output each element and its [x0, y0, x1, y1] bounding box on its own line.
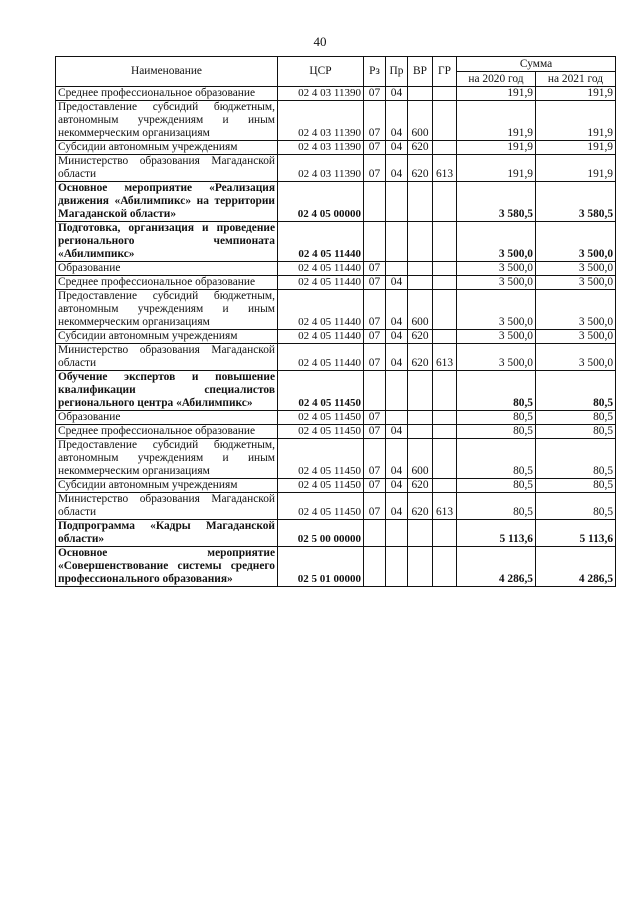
- cell-sum-2020: 3 500,0: [457, 290, 536, 330]
- header-name: Наименование: [56, 57, 278, 87]
- cell-rz: [364, 371, 386, 411]
- cell-sum-2021: 3 500,0: [536, 330, 616, 344]
- cell-name: Предоставление субсидий бюджетным, автономным учреждениям и иным некоммерческим организациям: [56, 439, 278, 479]
- table-row: [56, 439, 616, 479]
- cell-vr: [408, 411, 433, 425]
- table-body: [56, 87, 616, 587]
- cell-rz: 07: [364, 101, 386, 141]
- cell-csr: 02 4 05 11440: [278, 344, 364, 371]
- cell-sum-2021: 4 286,5: [536, 547, 616, 587]
- cell-vr: [408, 425, 433, 439]
- budget-table: [55, 56, 616, 587]
- cell-name: Подпрограмма «Кадры Магаданской области»: [56, 520, 278, 547]
- table-row: [56, 547, 616, 587]
- cell-name: Предоставление субсидий бюджетным, автономным учреждениям и иным некоммерческим организациям: [56, 290, 278, 330]
- cell-gr: [433, 290, 457, 330]
- cell-rz: 07: [364, 290, 386, 330]
- cell-csr: 02 4 05 11440: [278, 222, 364, 262]
- cell-vr: [408, 182, 433, 222]
- cell-gr: [433, 330, 457, 344]
- cell-gr: [433, 479, 457, 493]
- cell-vr: 620: [408, 344, 433, 371]
- cell-name: Министерство образования Магаданской области: [56, 155, 278, 182]
- cell-pr: [386, 547, 408, 587]
- cell-pr: [386, 182, 408, 222]
- cell-sum-2020: 191,9: [457, 141, 536, 155]
- cell-vr: [408, 222, 433, 262]
- cell-sum-2020: 3 500,0: [457, 330, 536, 344]
- cell-sum-2021: 80,5: [536, 411, 616, 425]
- cell-sum-2021: 5 113,6: [536, 520, 616, 547]
- cell-name: Основное мероприятие «Реализация движения «Абилимпикс» на территории Магаданской области»: [56, 182, 278, 222]
- cell-sum-2021: 80,5: [536, 493, 616, 520]
- cell-name: Субсидии автономным учреждениям: [56, 330, 278, 344]
- cell-rz: 07: [364, 330, 386, 344]
- header-rz: Рз: [364, 57, 386, 87]
- cell-sum-2020: 3 500,0: [457, 344, 536, 371]
- cell-sum-2020: 80,5: [457, 411, 536, 425]
- header-gr: ГР: [433, 57, 457, 87]
- cell-name: Предоставление субсидий бюджетным, автономным учреждениям и иным некоммерческим организациям: [56, 101, 278, 141]
- cell-rz: 07: [364, 493, 386, 520]
- cell-csr: 02 5 00 00000: [278, 520, 364, 547]
- cell-csr: 02 4 05 11450: [278, 425, 364, 439]
- table-row: [56, 371, 616, 411]
- cell-name: Среднее профессиональное образование: [56, 87, 278, 101]
- cell-sum-2021: 191,9: [536, 141, 616, 155]
- header-sum: Сумма: [457, 57, 616, 72]
- cell-sum-2020: 3 580,5: [457, 182, 536, 222]
- cell-vr: 620: [408, 479, 433, 493]
- cell-pr: 04: [386, 493, 408, 520]
- cell-sum-2021: 3 500,0: [536, 262, 616, 276]
- cell-name: Образование: [56, 262, 278, 276]
- cell-vr: [408, 371, 433, 411]
- cell-pr: 04: [386, 290, 408, 330]
- cell-rz: 07: [364, 344, 386, 371]
- cell-vr: [408, 520, 433, 547]
- cell-vr: 600: [408, 101, 433, 141]
- cell-rz: 07: [364, 276, 386, 290]
- cell-rz: 07: [364, 262, 386, 276]
- cell-csr: 02 4 05 11450: [278, 371, 364, 411]
- cell-pr: 04: [386, 87, 408, 101]
- header-year-2020: на 2020 год: [457, 72, 536, 87]
- table-row: [56, 182, 616, 222]
- cell-sum-2021: 191,9: [536, 155, 616, 182]
- cell-vr: [408, 87, 433, 101]
- cell-sum-2021: 80,5: [536, 439, 616, 479]
- table-row: [56, 155, 616, 182]
- cell-vr: 600: [408, 439, 433, 479]
- table-row: [56, 276, 616, 290]
- cell-csr: 02 4 05 00000: [278, 182, 364, 222]
- cell-sum-2020: 3 500,0: [457, 222, 536, 262]
- cell-csr: 02 4 05 11450: [278, 493, 364, 520]
- cell-csr: 02 4 03 11390: [278, 101, 364, 141]
- cell-rz: 07: [364, 155, 386, 182]
- header-pr: Пр: [386, 57, 408, 87]
- cell-name: Образование: [56, 411, 278, 425]
- cell-pr: 04: [386, 276, 408, 290]
- cell-pr: 04: [386, 344, 408, 371]
- cell-pr: [386, 520, 408, 547]
- cell-pr: [386, 222, 408, 262]
- cell-pr: 04: [386, 330, 408, 344]
- cell-pr: 04: [386, 479, 408, 493]
- cell-pr: [386, 371, 408, 411]
- cell-sum-2020: 191,9: [457, 87, 536, 101]
- cell-csr: 02 4 05 11440: [278, 262, 364, 276]
- cell-csr: 02 4 03 11390: [278, 141, 364, 155]
- cell-sum-2020: 80,5: [457, 493, 536, 520]
- cell-rz: [364, 520, 386, 547]
- cell-gr: [433, 276, 457, 290]
- cell-sum-2021: 80,5: [536, 425, 616, 439]
- cell-gr: [433, 101, 457, 141]
- cell-vr: 620: [408, 493, 433, 520]
- cell-name: Обучение экспертов и повышение квалификации специалистов регионального центра «Абилимпикс»: [56, 371, 278, 411]
- table-row: [56, 262, 616, 276]
- cell-sum-2020: 4 286,5: [457, 547, 536, 587]
- table-row: [56, 411, 616, 425]
- cell-name: Субсидии автономным учреждениям: [56, 141, 278, 155]
- header-year-2021: на 2021 год: [536, 72, 616, 87]
- cell-vr: [408, 547, 433, 587]
- header-vr: ВР: [408, 57, 433, 87]
- cell-vr: 620: [408, 330, 433, 344]
- cell-sum-2021: 3 500,0: [536, 344, 616, 371]
- cell-gr: 613: [433, 344, 457, 371]
- cell-csr: 02 4 05 11450: [278, 479, 364, 493]
- cell-pr: 04: [386, 141, 408, 155]
- table-row: [56, 330, 616, 344]
- cell-rz: [364, 547, 386, 587]
- table-row: [56, 290, 616, 330]
- cell-gr: [433, 520, 457, 547]
- cell-gr: [433, 411, 457, 425]
- cell-csr: 02 4 05 11440: [278, 330, 364, 344]
- cell-gr: [433, 141, 457, 155]
- table-row: [56, 87, 616, 101]
- cell-sum-2020: 191,9: [457, 155, 536, 182]
- cell-pr: [386, 411, 408, 425]
- cell-rz: 07: [364, 439, 386, 479]
- cell-name: Среднее профессиональное образование: [56, 425, 278, 439]
- cell-vr: [408, 276, 433, 290]
- cell-sum-2020: 191,9: [457, 101, 536, 141]
- cell-gr: [433, 222, 457, 262]
- cell-rz: 07: [364, 479, 386, 493]
- cell-pr: 04: [386, 101, 408, 141]
- cell-sum-2021: 80,5: [536, 479, 616, 493]
- cell-rz: 07: [364, 425, 386, 439]
- cell-gr: [433, 439, 457, 479]
- cell-gr: [433, 87, 457, 101]
- cell-gr: [433, 262, 457, 276]
- cell-vr: [408, 262, 433, 276]
- cell-sum-2020: 80,5: [457, 371, 536, 411]
- cell-sum-2020: 5 113,6: [457, 520, 536, 547]
- table-row: [56, 425, 616, 439]
- cell-rz: 07: [364, 87, 386, 101]
- cell-gr: 613: [433, 493, 457, 520]
- cell-sum-2021: 191,9: [536, 87, 616, 101]
- cell-gr: [433, 182, 457, 222]
- cell-csr: 02 4 05 11440: [278, 276, 364, 290]
- cell-sum-2020: 80,5: [457, 439, 536, 479]
- cell-sum-2020: 80,5: [457, 479, 536, 493]
- cell-sum-2020: 80,5: [457, 425, 536, 439]
- cell-rz: [364, 182, 386, 222]
- cell-name: Министерство образования Магаданской области: [56, 344, 278, 371]
- table-row: [56, 344, 616, 371]
- cell-pr: [386, 262, 408, 276]
- table-row: [56, 222, 616, 262]
- cell-sum-2021: 3 500,0: [536, 276, 616, 290]
- cell-vr: 600: [408, 290, 433, 330]
- cell-gr: [433, 371, 457, 411]
- cell-csr: 02 4 05 11450: [278, 439, 364, 479]
- cell-name: Среднее профессиональное образование: [56, 276, 278, 290]
- cell-pr: 04: [386, 425, 408, 439]
- cell-csr: 02 4 03 11390: [278, 155, 364, 182]
- cell-sum-2021: 191,9: [536, 101, 616, 141]
- cell-sum-2021: 3 500,0: [536, 222, 616, 262]
- cell-sum-2021: 3 500,0: [536, 290, 616, 330]
- table-row: [56, 479, 616, 493]
- cell-sum-2021: 80,5: [536, 371, 616, 411]
- cell-csr: 02 5 01 00000: [278, 547, 364, 587]
- cell-pr: 04: [386, 155, 408, 182]
- cell-rz: [364, 222, 386, 262]
- cell-sum-2021: 3 580,5: [536, 182, 616, 222]
- cell-rz: 07: [364, 411, 386, 425]
- cell-csr: 02 4 03 11390: [278, 87, 364, 101]
- cell-name: Министерство образования Магаданской области: [56, 493, 278, 520]
- cell-rz: 07: [364, 141, 386, 155]
- cell-gr: 613: [433, 155, 457, 182]
- cell-sum-2020: 3 500,0: [457, 276, 536, 290]
- cell-pr: 04: [386, 439, 408, 479]
- cell-name: Подготовка, организация и проведение регионального чемпионата «Абилимпикс»: [56, 222, 278, 262]
- cell-name: Основное мероприятие «Совершенствование системы среднего профессионального образования»: [56, 547, 278, 587]
- table-row: [56, 141, 616, 155]
- cell-gr: [433, 547, 457, 587]
- page-number: 40: [313, 34, 327, 49]
- cell-gr: [433, 425, 457, 439]
- header-csr: ЦСР: [278, 57, 364, 87]
- cell-csr: 02 4 05 11450: [278, 411, 364, 425]
- table-row: [56, 493, 616, 520]
- cell-csr: 02 4 05 11440: [278, 290, 364, 330]
- table-row: [56, 101, 616, 141]
- cell-sum-2020: 3 500,0: [457, 262, 536, 276]
- cell-vr: 620: [408, 155, 433, 182]
- cell-vr: 620: [408, 141, 433, 155]
- table-row: [56, 520, 616, 547]
- cell-name: Субсидии автономным учреждениям: [56, 479, 278, 493]
